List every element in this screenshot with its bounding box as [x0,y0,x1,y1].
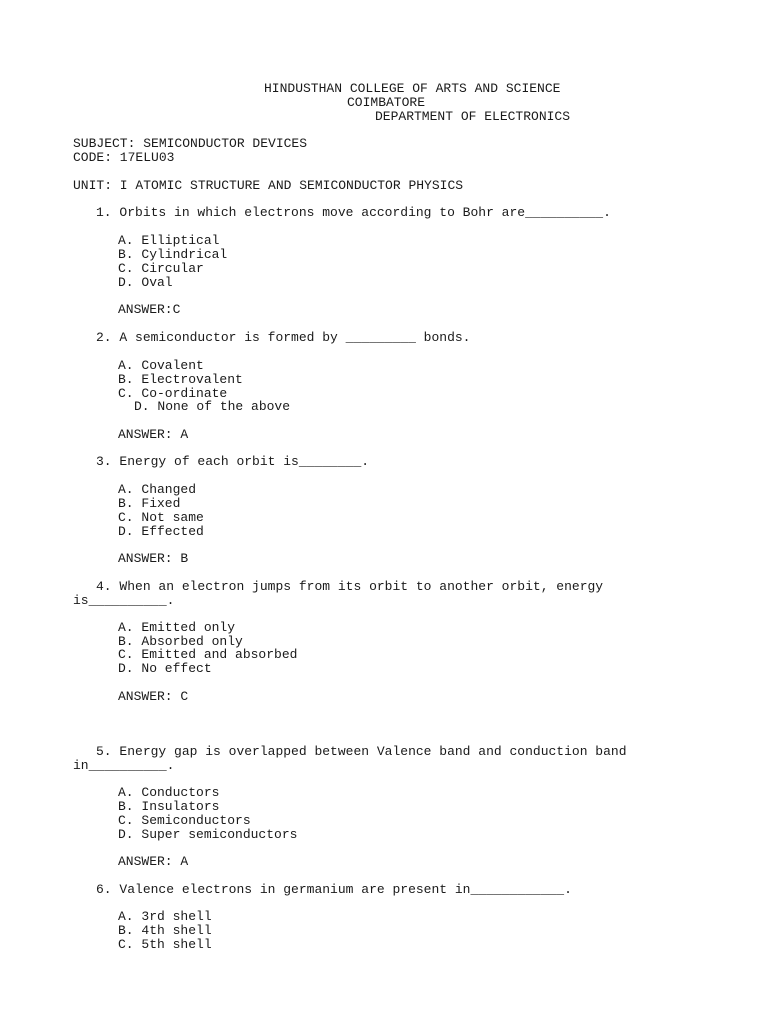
question-text [96,331,470,345]
option-d: D. No effect [118,661,212,676]
option-c: C. Emitted and absorbed [118,647,298,662]
question-prompt: When an electron jumps from its orbit to another orbit, energy [119,579,604,594]
question-number: 5. [96,744,112,759]
question-prompt: Energy gap is overlapped between Valence band and conduction band [119,744,627,759]
question-prompt: Energy of each orbit is________. [119,454,370,469]
option-b: B. 4th shell [118,923,212,938]
question-prompt: Valence electrons in germanium are present in____________. [119,882,572,897]
option-b: B. Electrovalent [118,372,243,387]
option-b: B. Absorbed only [118,634,243,649]
answer: ANSWER: B [118,551,189,566]
option-d: D. Effected [118,524,204,539]
code-line: CODE: 17ELU03 [73,150,175,165]
option-a: A. Elliptical [118,233,220,248]
option-c: C. Circular [118,261,204,276]
answer: ANSWER: A [118,854,189,869]
answer: ANSWER:C [118,302,181,317]
answer: ANSWER: A [118,427,189,442]
option-d: D. Oval [118,275,173,290]
option-c: C. Not same [118,510,204,525]
option-a: A. 3rd shell [118,909,212,924]
question-text [96,745,627,759]
question-number: 3. [96,454,112,469]
question-prompt: Orbits in which electrons move according to Bohr are__________. [119,205,611,220]
question-number: 1. [96,205,112,220]
option-c: C. 5th shell [118,937,212,952]
option-d: D. Super semiconductors [118,827,298,842]
department-name: DEPARTMENT OF ELECTRONICS [375,109,571,124]
question-text-continuation: is__________. [73,593,175,608]
question-text [96,580,603,594]
option-b: B. Fixed [118,496,181,511]
question-text [96,883,572,897]
option-a: A. Changed [118,482,197,497]
question-prompt: A semiconductor is formed by _________ bonds. [119,330,471,345]
question-text-continuation: in__________. [73,758,175,773]
option-c: C. Semiconductors [118,813,251,828]
option-a: A. Covalent [118,358,204,373]
question-text [96,206,611,220]
option-d: D. None of the above [134,399,291,414]
question-number: 6. [96,882,112,897]
option-c: C. Co-ordinate [118,386,228,401]
option-a: A. Emitted only [118,620,236,635]
unit-line: UNIT: I ATOMIC STRUCTURE AND SEMICONDUCTOR PHYSICS [73,178,464,193]
college-city: COIMBATORE [347,95,426,110]
college-name: HINDUSTHAN COLLEGE OF ARTS AND SCIENCE [264,81,561,96]
option-b: B. Insulators [118,799,220,814]
subject-line: SUBJECT: SEMICONDUCTOR DEVICES [73,136,308,151]
question-number: 4. [96,579,112,594]
question-number: 2. [96,330,112,345]
answer: ANSWER: C [118,689,189,704]
option-b: B. Cylindrical [118,247,228,262]
question-text [96,455,369,469]
option-a: A. Conductors [118,785,220,800]
